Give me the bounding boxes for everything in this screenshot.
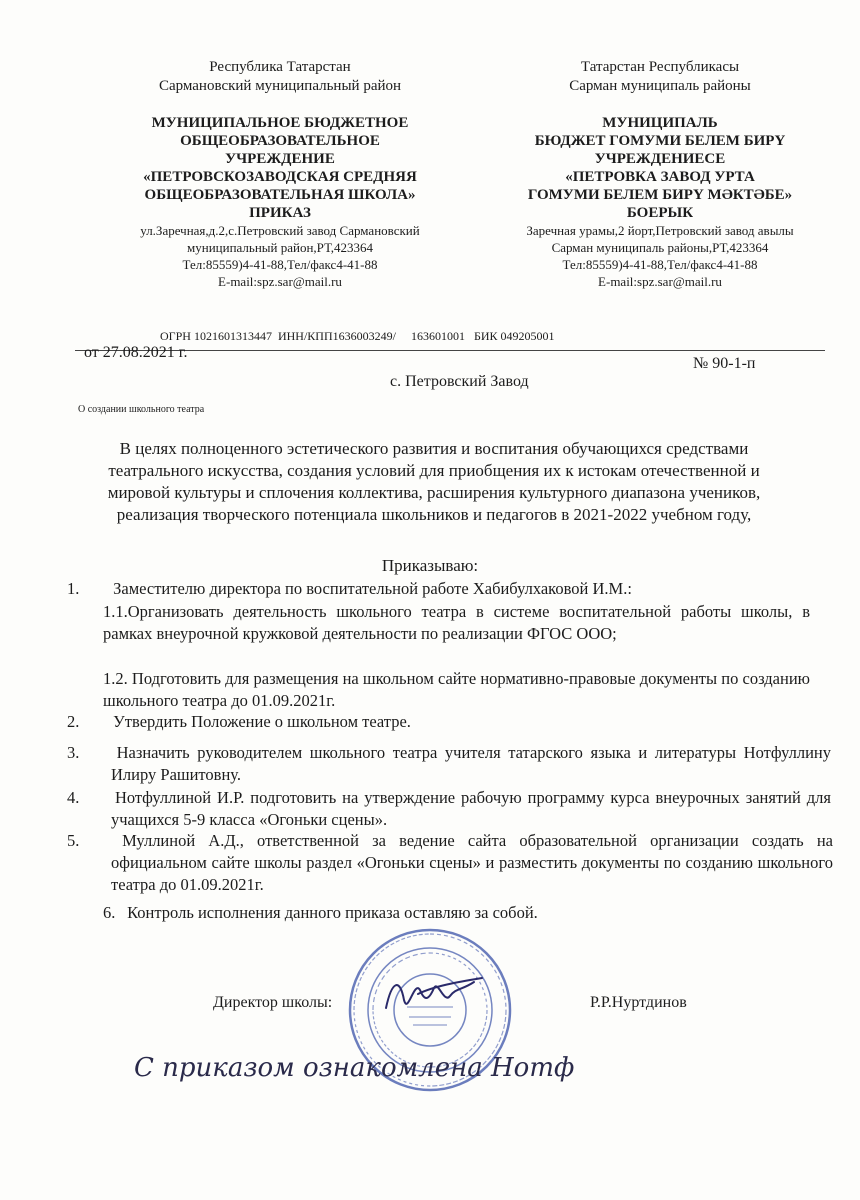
order-item-4: [67, 787, 831, 831]
header-right-institution: [480, 114, 840, 222]
registration-numbers: ОГРН 1021601313447 ИНН/КПП1636003249/ 163601001 БИК 049205001: [160, 329, 555, 343]
institution-line: ОБЩЕОБРАЗОВАТЕЛЬНАЯ ШКОЛА»: [144, 187, 416, 203]
institution-line: «ПЕТРОВСКОЗАВОДСКАЯ СРЕДНЯЯ: [143, 169, 417, 185]
order-heading: Приказываю:: [381, 556, 479, 575]
district-line: Сарман муниципаль районы: [569, 78, 751, 94]
order-item-5: [67, 830, 834, 896]
header-left-address: [100, 222, 460, 290]
signature-title: Директор школы:: [213, 994, 333, 1011]
acknowledgement-text: С приказом ознакомлена Нотф: [134, 1053, 575, 1083]
item-number: 6.: [103, 903, 116, 922]
order-preamble: В целях полноценного эстетического развития и воспитания обучающихся средствами театрального искусства, создания условий для приобщения их к истокам отечественной и мировой культуры и сплочения коллектива, расширения культурного диапазона учеников, реализация творческого потенциала школьников и педагогов в 2021-2022 учебном году,: [107, 439, 761, 524]
region-line: Республика Татарстан: [209, 59, 351, 75]
header-right: [480, 58, 840, 290]
item-number: 2.: [67, 712, 80, 731]
item-number: 4.: [67, 788, 80, 807]
institution-line: БЮДЖЕТ ГОМУМИ БЕЛЕМ БИРҮ: [534, 133, 786, 149]
address-line: Сарман муниципаль районы,РТ,423364: [551, 240, 769, 255]
order-item-2: [67, 711, 831, 733]
order-item-1-1: 1.1.Организовать деятельность школьного театра в системе воспитательной работы школы, в рамках внеурочной кружковой деятельности по реализации ФГОС ООО;: [103, 602, 810, 643]
institution-line: «ПЕТРОВКА ЗАВОД УРТА: [565, 169, 755, 185]
order-item-6: [103, 902, 803, 924]
header-left-institution: [100, 114, 460, 222]
email-line: E-mail:spz.sar@mail.ru: [218, 274, 342, 289]
item-text: Назначить руководителем школьного театра учителя татарского языка и литературы Нотфуллину Илиру Рашитовну.: [111, 743, 832, 784]
item-text: Муллиной А.Д., ответственной за ведение сайта образовательной организации создать на официальном сайте школы раздел «Огоньки сцены» и разместить документы по созданию школьного театра до 01.09.2021г.: [111, 831, 834, 894]
item-text: Нотфуллиной И.Р. подготовить на утверждение рабочую программу курса внеурочных занятий для учащихся 5-9 класса «Огоньки сцены».: [111, 788, 831, 829]
order-item-1-2: 1.2. Подготовить для размещения на школьном сайте нормативно-правовые документы по созданию школьного театра до 01.09.2021г.: [103, 669, 810, 710]
institution-line: ОБЩЕОБРАЗОВАТЕЛЬНОЕ: [180, 133, 380, 149]
email-line: E-mail:spz.sar@mail.ru: [598, 274, 722, 289]
header-right-region: [480, 58, 840, 96]
institution-line: МУНИЦИПАЛЬ: [602, 115, 718, 131]
address-line: Заречная урамы,2 йорт,Петровский завод авылы: [526, 223, 794, 238]
document-type: БОЕРЫК: [626, 205, 694, 221]
item-number: 5.: [67, 831, 80, 850]
address-line: ул.Заречная,д.2,с.Петровский завод Сармановский: [140, 223, 420, 238]
item-number: 1.: [67, 579, 80, 598]
order-place: с. Петровский Завод: [390, 373, 529, 390]
item-text: Заместителю директора по воспитательной работе Хабибулхаковой И.М.:: [113, 579, 632, 598]
order-date: от 27.08.2021 г.: [84, 344, 188, 361]
document-type: ПРИКАЗ: [249, 205, 311, 221]
item-text: Контроль исполнения данного приказа оставляю за собой.: [127, 903, 538, 922]
item-number: 3.: [67, 743, 80, 762]
item-text: Утвердить Положение о школьном театре.: [113, 712, 411, 731]
address-line: муниципальный район,РТ,423364: [187, 240, 373, 255]
director-signature: [378, 960, 488, 1030]
header-right-address: [480, 222, 840, 290]
order-item-1: [67, 578, 831, 600]
order-item-3: [67, 742, 832, 786]
district-line: Сармановский муниципальный район: [158, 78, 402, 94]
signature-name: Р.Р.Нуртдинов: [590, 994, 687, 1011]
institution-line: МУНИЦИПАЛЬНОЕ БЮДЖЕТНОЕ: [151, 115, 409, 131]
institution-line: УЧРЕЖДЕНИЕСЕ: [594, 151, 726, 167]
header-left: [100, 58, 460, 290]
phone-line: Тел:85559)4-41-88,Тел/факс4-41-88: [182, 257, 378, 272]
handwritten-acknowledgement: [130, 1036, 610, 1096]
order-subject: О создании школьного театра: [78, 404, 205, 415]
region-line: Татарстан Республикасы: [580, 59, 740, 75]
phone-line: Тел:85559)4-41-88,Тел/факс4-41-88: [562, 257, 758, 272]
order-number: № 90-1-п: [693, 355, 756, 372]
institution-line: ГОМУМИ БЕЛЕМ БИРҮ МӘКТӘБЕ»: [527, 187, 793, 203]
institution-line: УЧРЕЖДЕНИЕ: [225, 151, 335, 167]
header-left-region: [100, 58, 460, 96]
